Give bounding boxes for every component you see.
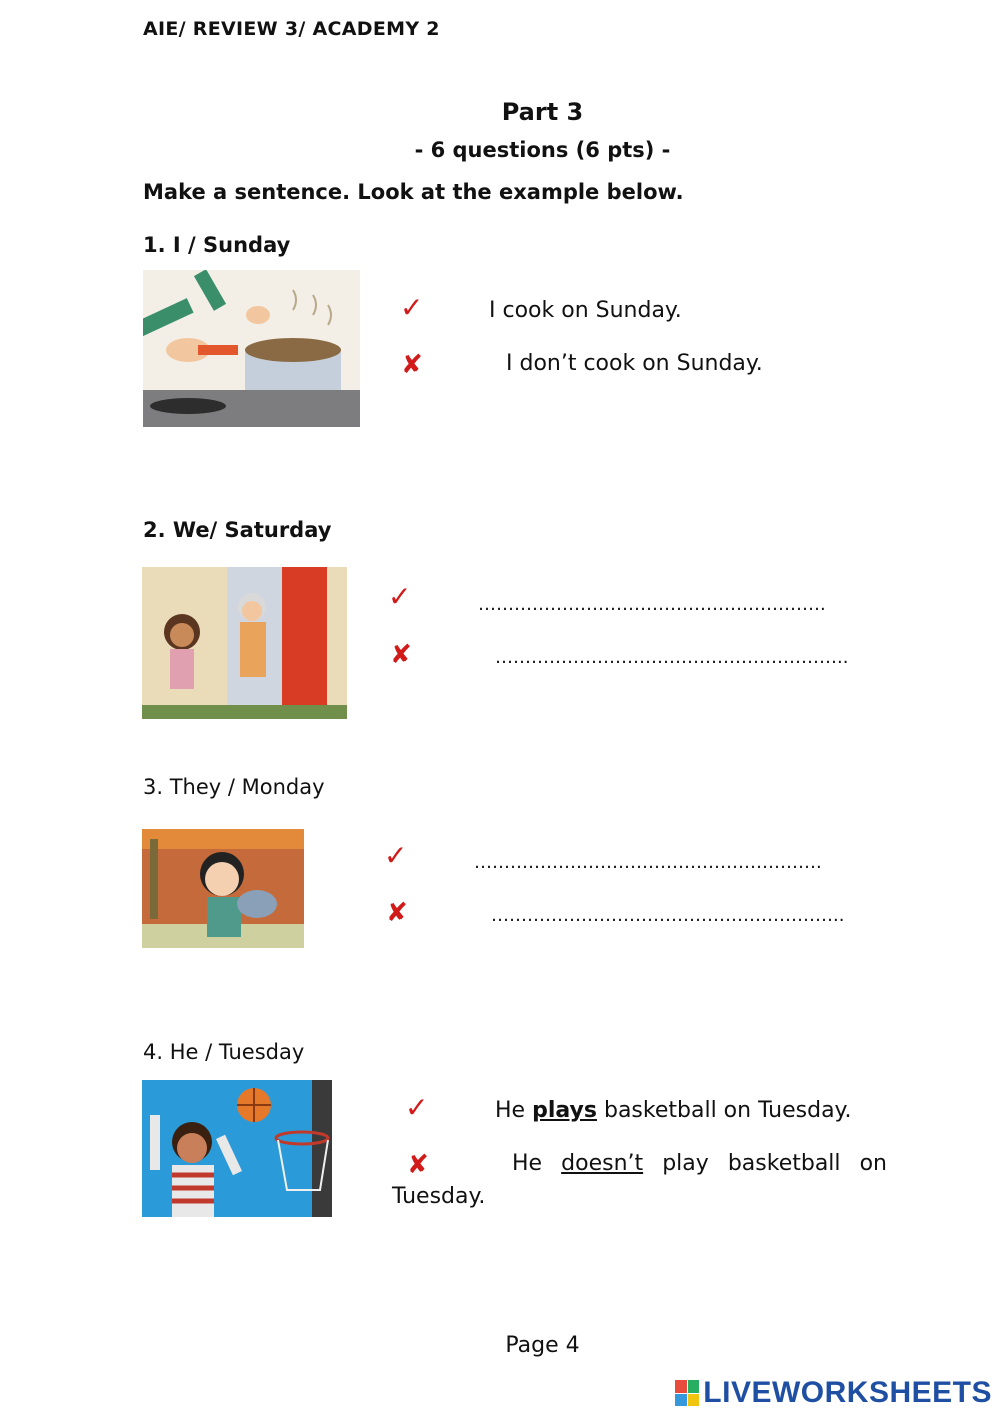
question-4-title: 4. He / Tuesday [143, 1040, 305, 1064]
liveworksheets-brand [675, 1376, 992, 1410]
question-3-title: 3. They / Monday [143, 775, 325, 799]
brand-name: LIVEWORKSHEETS [703, 1376, 992, 1409]
q4-positive-verb: plays [532, 1098, 597, 1123]
boy-basketball-image [142, 1080, 332, 1217]
check-mark-icon: ✓ [400, 291, 424, 324]
cross-mark-icon: ✘ [390, 640, 412, 670]
q1-positive-sentence: I cook on Sunday. [489, 298, 682, 323]
part-subtitle: - 6 questions (6 pts) - [414, 138, 671, 162]
cooking-image [143, 270, 360, 427]
check-mark-icon: ✓ [405, 1091, 429, 1124]
q3-positive-answer-line[interactable]: …………………………………………………. [474, 852, 822, 873]
q4-negative-sentence-line1 [392, 1150, 887, 1180]
question-1-title: 1. I / Sunday [143, 233, 291, 257]
question-2-title: 2. We/ Saturday [143, 518, 332, 542]
q4-negative-word-3: play [662, 1151, 709, 1176]
q2-negative-answer-line[interactable]: ………………………………………………….. [495, 647, 849, 668]
q4-negative-word-2: doesn’t [561, 1151, 644, 1176]
q3-negative-answer-line[interactable]: ………………………………………………….. [491, 905, 845, 926]
worksheet-header: AIE/ REVIEW 3/ ACADEMY 2 [143, 18, 440, 40]
q1-negative-sentence: I don’t cook on Sunday. [506, 351, 763, 376]
instruction: Make a sentence. Look at the example below. [143, 180, 684, 204]
cross-mark-icon: ✘ [401, 350, 423, 380]
cross-mark-icon: ✘ [386, 898, 408, 928]
visiting-grandma-image [142, 567, 347, 719]
girl-with-ball-image [142, 829, 304, 948]
q4-negative-word-5: on [859, 1151, 887, 1176]
cross-mark-icon: ✘ [407, 1150, 429, 1180]
page-number: Page 4 [505, 1333, 580, 1358]
liveworksheets-logo-icon [675, 1380, 699, 1406]
q4-positive-sentence [495, 1098, 851, 1123]
check-mark-icon: ✓ [388, 580, 412, 613]
part-title: Part 3 [501, 98, 584, 126]
q4-negative-sentence-line2: Tuesday. [392, 1184, 486, 1209]
q4-positive-subject: He [495, 1098, 526, 1123]
check-mark-icon: ✓ [384, 839, 408, 872]
q4-negative-word-4: basketball [727, 1151, 841, 1176]
q4-positive-rest: basketball on Tuesday. [603, 1098, 852, 1123]
q2-positive-answer-line[interactable]: …………………………………………………. [478, 594, 826, 615]
q4-negative-word-1: He [512, 1151, 543, 1176]
